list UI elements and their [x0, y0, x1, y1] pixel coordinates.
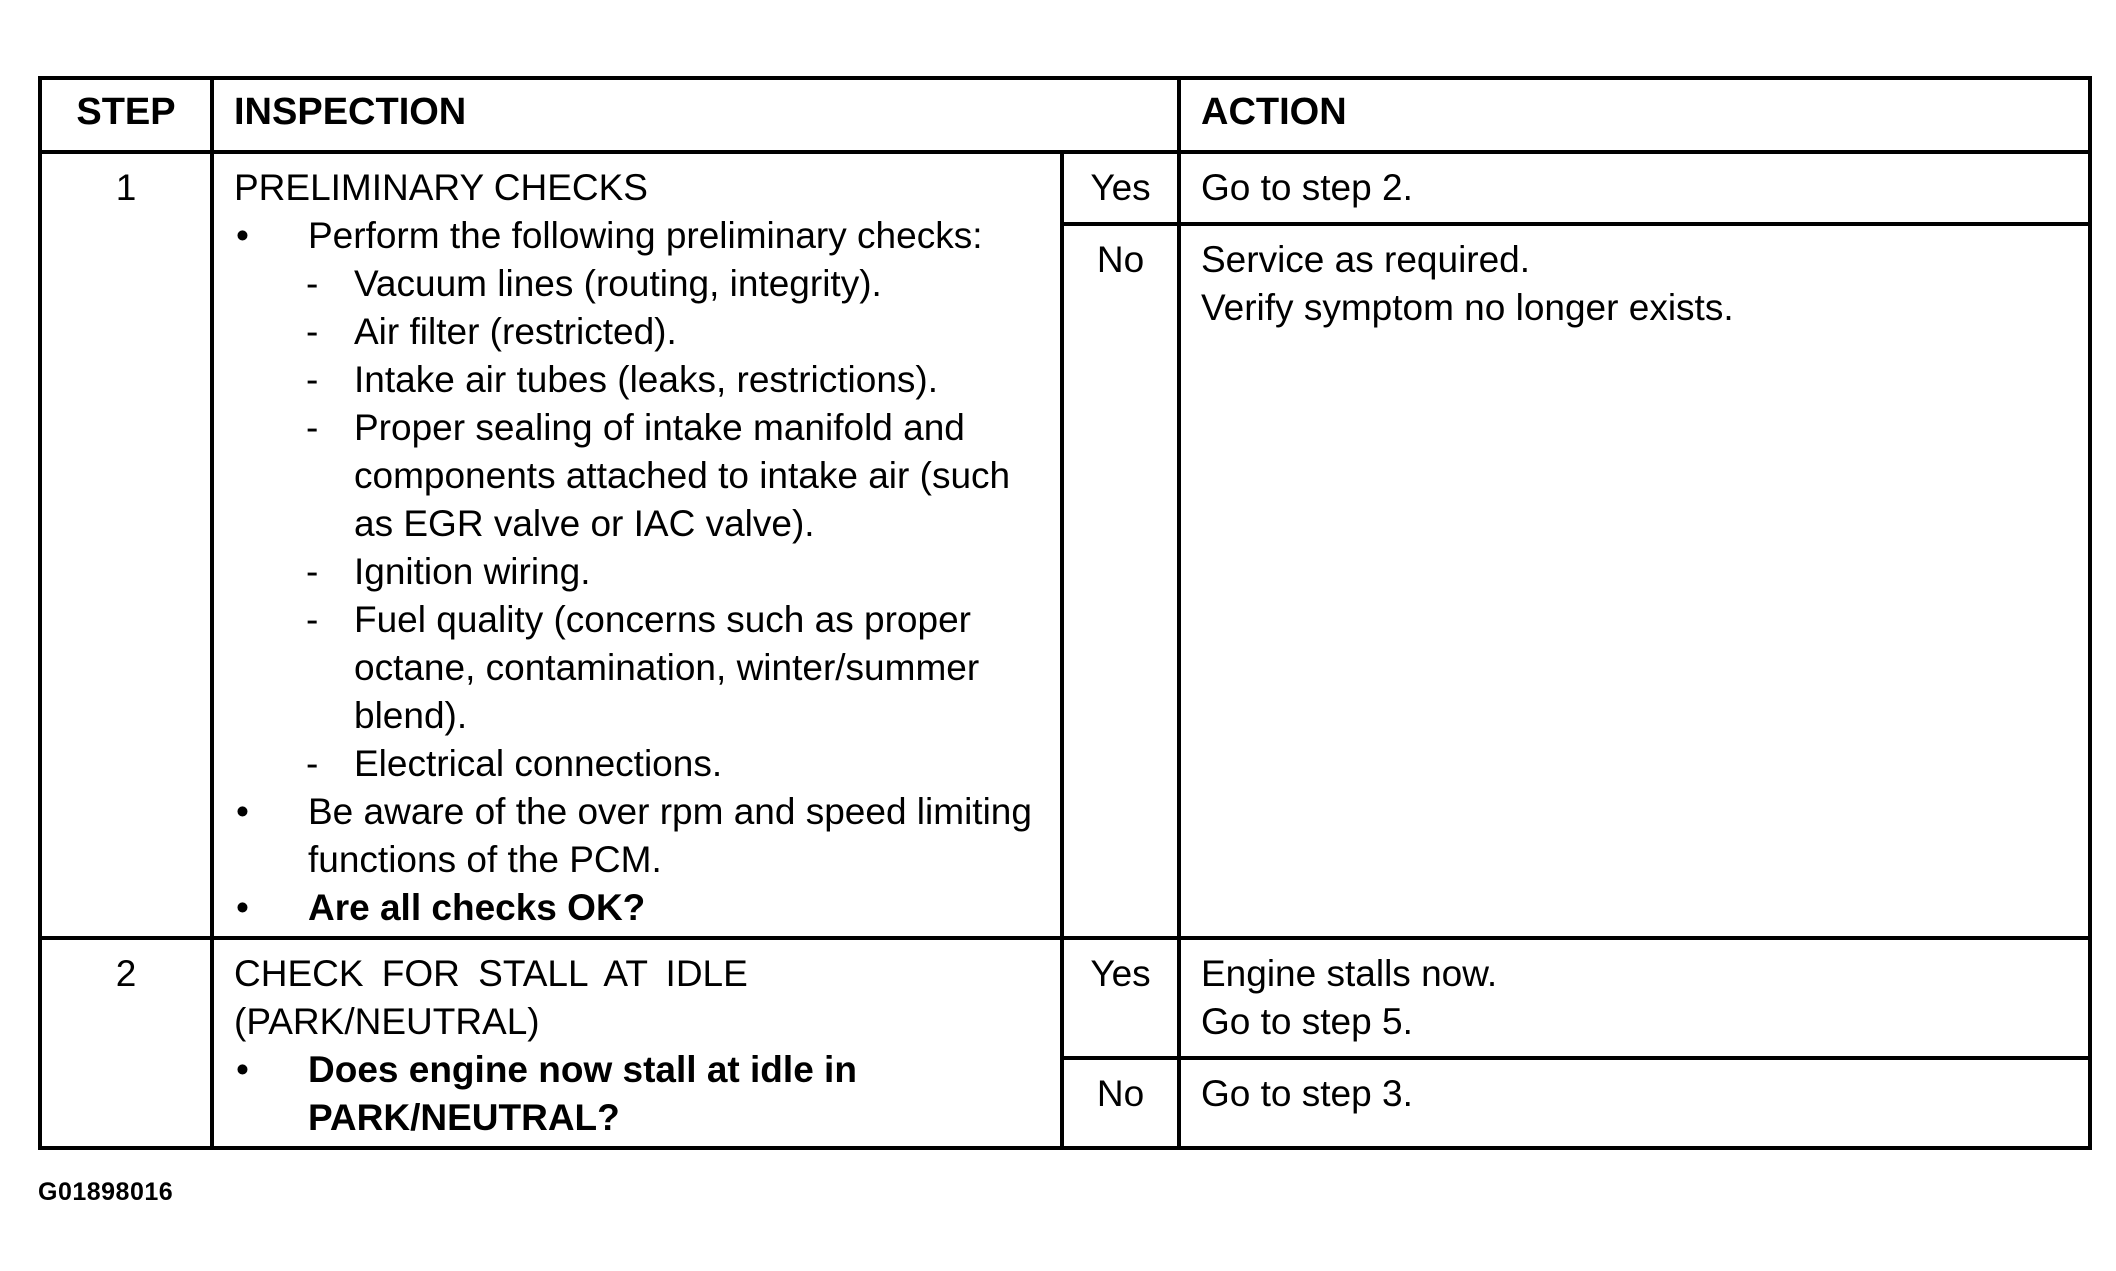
step-number: 2 [115, 953, 137, 994]
action-text: Engine stalls now. [1201, 953, 1498, 994]
check-subitem [234, 596, 1040, 740]
table-row-step-2-yes [40, 938, 2090, 1058]
question-text: Are all checks OK? [308, 887, 646, 928]
action-text: Verify symptom no longer exists. [1201, 287, 1734, 328]
header-step: STEP [40, 78, 212, 152]
bullet-icon: • [236, 887, 249, 928]
inspection-title: CHECK FOR STALL AT IDLE [234, 953, 748, 994]
subitem-text: Fuel quality (concerns such as proper octane, contamination, winter/summer blend). [354, 599, 980, 736]
inspection-question [234, 884, 1040, 932]
subitem-text: Vacuum lines (routing, integrity). [354, 263, 882, 304]
step-number-cell [40, 938, 212, 1148]
action-no-cell [1179, 224, 2090, 938]
answer-no-label: No [1096, 239, 1145, 280]
answer-yes-label: Yes [1090, 953, 1151, 994]
answer-no-label: No [1096, 1073, 1145, 1114]
answer-yes-cell [1062, 938, 1179, 1058]
inspection-question [234, 1046, 1040, 1142]
figure-id: G01898016 [38, 1178, 174, 1206]
bullet-icon: • [236, 791, 249, 832]
table-header-row [40, 78, 2090, 152]
bullet-text: Perform the following preliminary checks: [308, 215, 983, 256]
bullet-icon: • [236, 1049, 249, 1090]
inspection-bullet [234, 212, 1040, 260]
subitem-text: Proper sealing of intake manifold and components attached to intake air (such as EGR valve or IAC valve). [354, 407, 1011, 544]
subitem-text: Electrical connections. [354, 743, 723, 784]
action-text: Go to step 2. [1201, 167, 1413, 208]
dash-icon: - [306, 407, 319, 448]
dash-icon: - [306, 599, 319, 640]
check-subitem [234, 356, 1040, 404]
action-text: Go to step 3. [1201, 1073, 1413, 1114]
step-number: 1 [115, 167, 137, 208]
action-yes-cell [1179, 152, 2090, 224]
header-action: ACTION [1179, 78, 2090, 152]
dash-icon: - [306, 551, 319, 592]
inspection-cell [212, 152, 1062, 938]
inspection-cell [212, 938, 1062, 1148]
dash-icon: - [306, 359, 319, 400]
dash-icon: - [306, 743, 319, 784]
step-number-cell [40, 152, 212, 938]
check-subitem [234, 740, 1040, 788]
answer-yes-label: Yes [1090, 167, 1151, 208]
action-yes-cell [1179, 938, 2090, 1058]
answer-yes-cell [1062, 152, 1179, 224]
answer-no-cell [1062, 224, 1179, 938]
check-subitem [234, 260, 1040, 308]
bullet-text: Be aware of the over rpm and speed limiting functions of the PCM. [308, 791, 1032, 880]
header-inspection: INSPECTION [212, 78, 1179, 152]
diagnostic-table [38, 76, 2092, 1150]
subitem-text: Ignition wiring. [354, 551, 591, 592]
check-subitem [234, 548, 1040, 596]
answer-no-cell [1062, 1058, 1179, 1148]
check-subitem [234, 308, 1040, 356]
dash-icon: - [306, 263, 319, 304]
question-text: Does engine now stall at idle in PARK/NEUTRAL? [308, 1049, 857, 1138]
table-row-step-1-yes [40, 152, 2090, 224]
dash-icon: - [306, 311, 319, 352]
action-no-cell [1179, 1058, 2090, 1148]
subitem-text: Air filter (restricted). [354, 311, 677, 352]
bullet-icon: • [236, 215, 249, 256]
inspection-bullet [234, 788, 1040, 884]
action-text: Go to step 5. [1201, 1001, 1413, 1042]
action-text: Service as required. [1201, 239, 1531, 280]
inspection-title-sub: (PARK/NEUTRAL) [234, 1001, 540, 1042]
check-subitem [234, 404, 1040, 548]
subitem-text: Intake air tubes (leaks, restrictions). [354, 359, 938, 400]
inspection-title: PRELIMINARY CHECKS [234, 167, 648, 208]
